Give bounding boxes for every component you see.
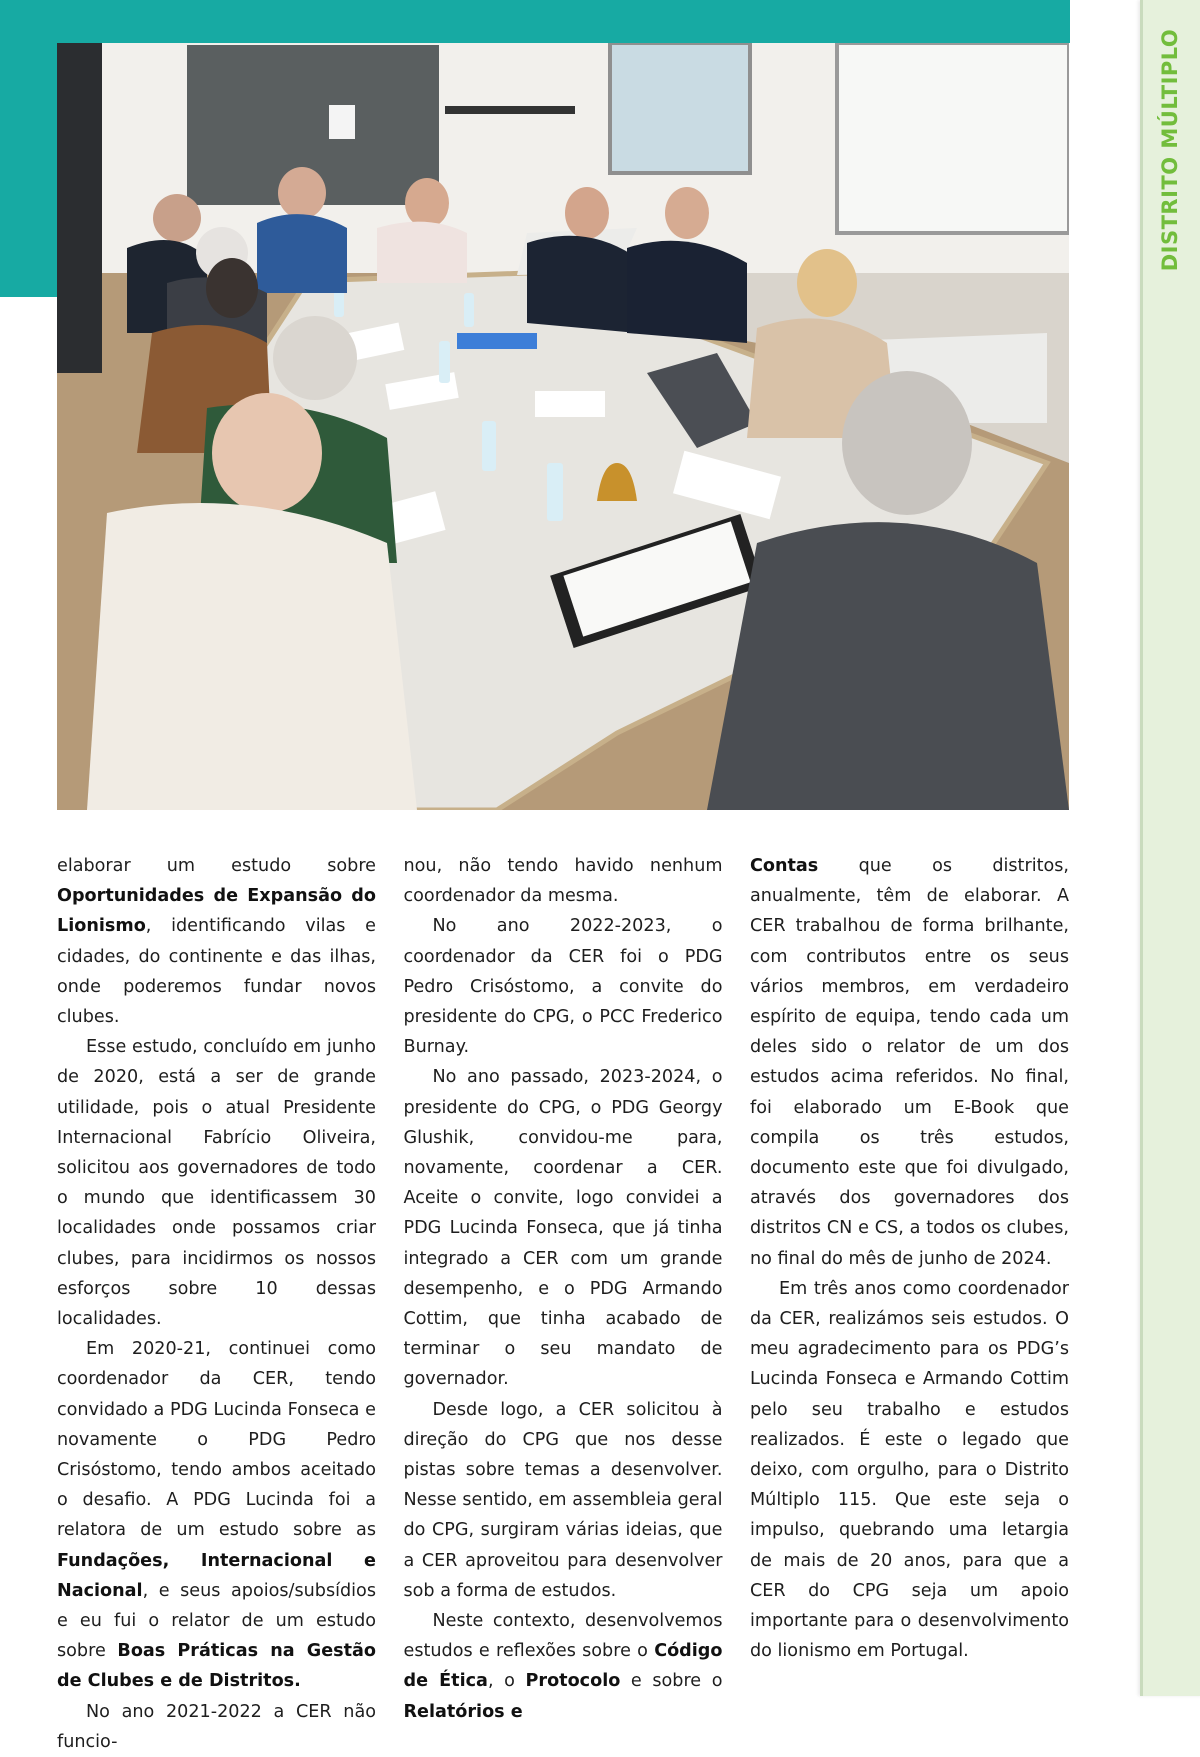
text-run: e sobre o <box>620 1671 723 1692</box>
bold-text: Relatórios e <box>403 1701 523 1722</box>
top-color-band <box>0 0 1070 43</box>
paragraph <box>57 1032 376 1334</box>
paragraph <box>750 851 1069 1274</box>
left-color-block <box>0 0 57 297</box>
meeting-photo <box>57 43 1069 810</box>
bold-text: Protocolo <box>525 1671 621 1692</box>
text-run: Desde logo, a CER solicitou à direção do CPG que nos desse pistas sobre temas a desenvolver. Nesse sentido, em assembleia geral do CPG, surgiram várias ideias, que a CER aproveitou para desenvolver sob a forma de estudos. <box>403 1399 723 1601</box>
text-run: nou, não tendo havido nenhum coordenador da mesma. <box>403 856 723 907</box>
text-run: Em três anos como coordenador da CER, realizámos seis estudos. O meu agradecimento para os PDG’s Lucinda Fonseca e Armando Cottim pelo seu trabalho e estudos realizados. É este o legado que deixo, com orgulho, para o Distrito Múltiplo 115. Que este seja o impulso, quebrando uma letargia de mais de 20 anos, para que a CER do CPG seja um apoio importante para o desenvolvimento do lionismo em Portugal. <box>750 1278 1069 1662</box>
text-run: Esse estudo, concluído em junho de 2020, está a ser de grande utilidade, pois o atual Presidente Internacional Fabrício Oliveira, solicitou aos governadores de todo o mundo que identificassem 30 localidades onde possamos criar clubes, para incidirmos os nossos esforços sobre 10 dessas localidades. <box>57 1037 376 1330</box>
paragraph <box>404 851 723 911</box>
bold-text: Contas <box>750 856 819 876</box>
text-run: No ano 2021-2022 a CER não funcio- <box>57 1701 376 1752</box>
paragraph <box>57 1697 376 1757</box>
paragraph <box>57 851 376 1032</box>
text-run: Em 2020-21, continuei como coordenador da CER, tendo convidado a PDG Lucinda Fonseca e novamente o PDG Pedro Crisóstomo, tendo ambos aceitado o desafio. A PDG Lucinda foi a relatora de um estudo sobre as <box>57 1339 376 1541</box>
text-run: , e seus apoios/subsídios e eu fui o relator de um estudo sobre <box>57 1580 376 1662</box>
text-run: No ano passado, 2023-2024, o presidente do CPG, o PDG Georgy Glushik, convidou-me para, novamente, coordenar a CER. Aceite o convite, logo convidei a PDG Lucinda Fonseca, que já tinha integrado a CER com um grande desempenho, e o PDG Armando Cottim, que tinha acabado de terminar o seu mandato de governador. <box>403 1067 723 1390</box>
paragraph <box>404 1395 723 1606</box>
bold-text: Oportunidades de Expansão do Lionismo <box>57 886 376 937</box>
paragraph <box>404 1062 723 1394</box>
column-1 <box>57 851 376 1757</box>
bold-text: Fundações, Internacional e Nacional <box>57 1550 376 1601</box>
column-2 <box>404 851 723 1757</box>
paragraph <box>750 1274 1069 1667</box>
paragraph <box>57 1334 376 1696</box>
paragraph <box>404 911 723 1062</box>
text-run: Neste contexto, desenvolvemos estudos e reflexões sobre o <box>403 1611 723 1662</box>
text-run: , identificando vilas e cidades, do continente e das ilhas, onde poderemos fundar novos clubes. <box>57 916 376 1028</box>
article-body <box>57 851 1069 1757</box>
bold-text: Boas Práticas na Gestão de Clubes e de Distritos. <box>57 1641 376 1692</box>
section-label: DISTRITO MÚLTIPLO <box>1158 28 1182 272</box>
column-3 <box>750 851 1069 1757</box>
text-run: que os distritos, anualmente, têm de elaborar. A CER trabalhou de forma brilhante, com contributos entre os seus vários membros, em verdadeiro espírito de equipa, tendo cada um deles sido o relator de um dos estudos acima referidos. No final, foi elaborado um E-Book que compila os três estudos, documento este que foi divulgado, através dos governadores dos distritos CN e CS, a todos os clubes, no final do mês de junho de 2024. <box>750 856 1069 1269</box>
text-run: elaborar um estudo sobre <box>57 856 376 876</box>
text-run: No ano 2022-2023, o coordenador da CER foi o PDG Pedro Crisóstomo, a convite do presidente do CPG, o PCC Frederico Burnay. <box>403 916 723 1058</box>
text-run: , o <box>487 1671 526 1692</box>
bold-text: Código de Ética <box>403 1641 723 1692</box>
paragraph <box>404 1606 723 1727</box>
